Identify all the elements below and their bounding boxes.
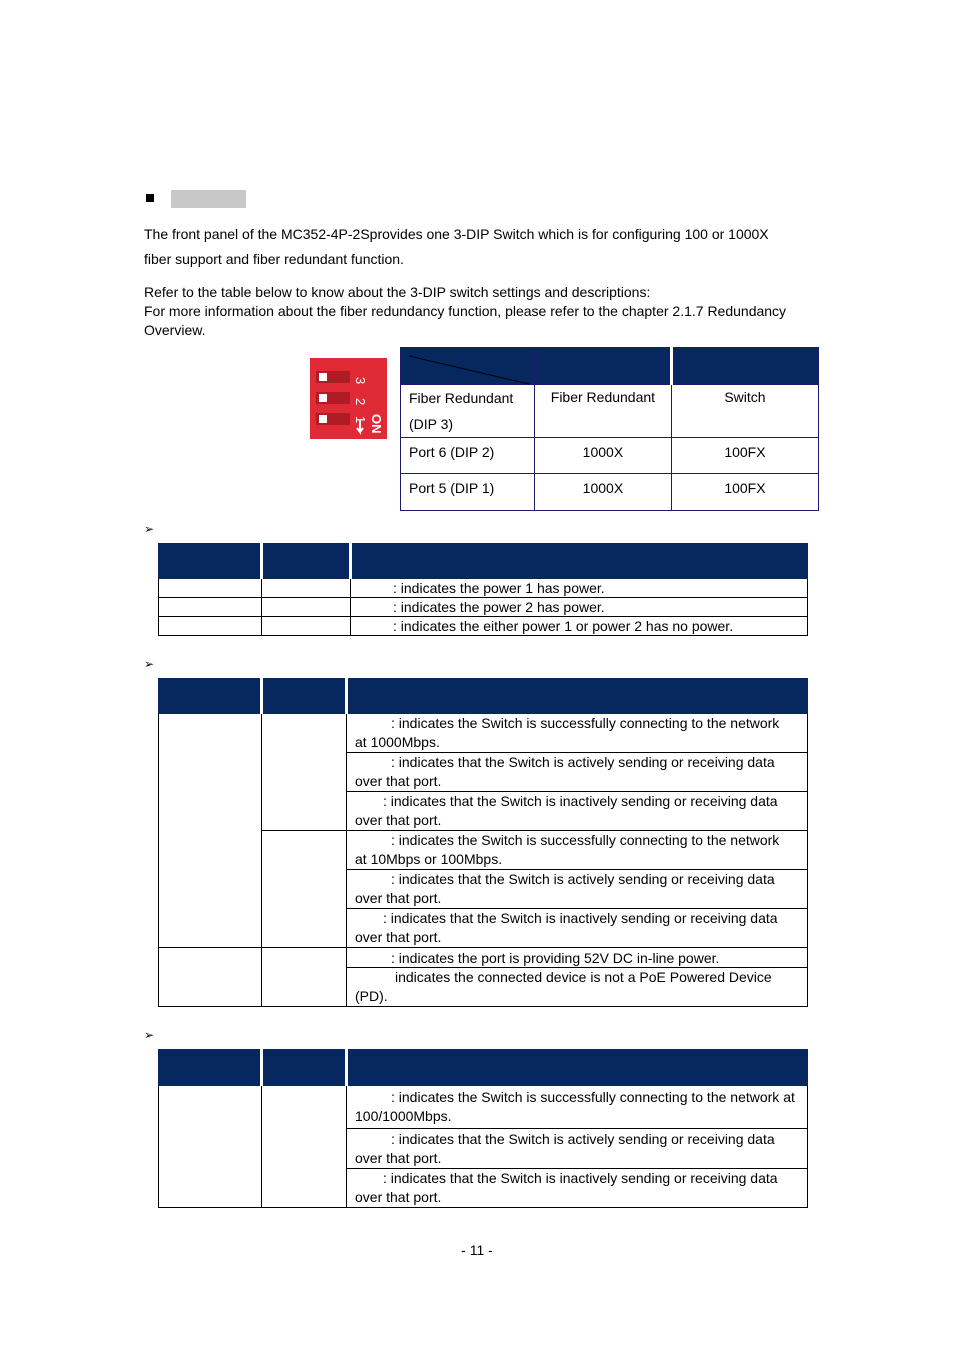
power-row-1-color [262,579,351,598]
fiber-row-3-desc-a: : indicates that the Switch is inactively sending or receiving data [383,1170,778,1186]
dip-switch-image [310,358,387,439]
fiber-led-table [158,1049,808,1208]
port-row-5-desc [347,870,808,909]
power-row-1 [159,579,808,598]
fiber-row-2-desc [347,1129,808,1169]
port-led-cell-poe [159,948,262,1007]
fiber-row-3-desc-b: over that port. [355,1189,442,1205]
fiber-row-1-desc-a: : indicates the Switch is successfully connecting to the network at [391,1089,795,1105]
port-header-function [347,679,808,714]
port-row-6-desc-a: : indicates that the Switch is inactively sending or receiving data [383,910,778,926]
dip-label-2: 2 [353,398,368,406]
port-row-2-desc-a: : indicates that the Switch is actively sending or receiving data [391,754,775,770]
power-row-3-desc: : indicates the either power 1 or power 2 has no power. [351,617,808,636]
dip-row-3-on: Fiber Redundant [534,385,671,438]
fiber-row-1-desc [347,1086,808,1129]
port-table-header [159,679,808,714]
port-row-3-desc [347,792,808,831]
power-led-table [158,543,808,636]
port-row-1-desc-b: at 1000Mbps. [355,734,440,750]
dip-row-3-label [401,385,535,438]
power-header-color [262,544,351,579]
fiber-row-1-desc-b: 100/1000Mbps. [355,1108,452,1124]
fiber-section-arrow: ➢ [144,1028,155,1042]
fiber-table-header [159,1050,808,1086]
dip-row-1-label: Port 5 (DIP 1) [401,474,535,511]
intro-line-1: The front panel of the MC352-4P-2Sprovides one 3-DIP Switch which is for configuring 100 or 1000X [144,226,769,242]
intro-paragraph-1 [144,222,824,272]
dip-row-2-on: 1000X [534,438,671,474]
power-header-function [351,544,808,579]
dip-label-3: 3 [353,377,368,385]
fiber-header-function [347,1050,808,1086]
fiber-header-color [262,1050,347,1086]
port-row-3-desc-a: : indicates that the Switch is inactively sending or receiving data [383,793,778,809]
fiber-row-2-desc-a: : indicates that the Switch is actively sending or receiving data [391,1130,775,1147]
intro-line-5: Overview. [144,322,206,338]
fiber-row-3-desc [347,1169,808,1208]
diagonal-line [401,348,536,386]
dip-table-header [401,348,819,385]
dip-label-1: 1 [353,416,368,424]
power-row-1-desc: : indicates the power 1 has power. [351,579,808,598]
port-row-1-desc [347,714,808,753]
power-row-3-color [262,617,351,636]
power-section-arrow: ➢ [144,522,155,536]
port-led-table [158,678,808,1007]
port-row-3-desc-b: over that port. [355,812,442,828]
fiber-color-cell [262,1086,347,1208]
dip-row-2-off: 100FX [671,438,818,474]
intro-line-2: fiber support and fiber redundant function. [144,251,404,267]
port-row-5-desc-a: : indicates that the Switch is actively sending or receiving data [391,871,775,887]
power-row-2 [159,598,808,617]
power-header-led [159,544,262,579]
dip-row-3 [401,385,819,438]
port-color-cell-green [262,714,347,831]
port-led-cell-lnk [159,714,262,948]
port-row-1-desc-a: : indicates the Switch is successfully connecting to the network [391,715,780,731]
intro-line-4: For more information about the fiber redundancy function, please refer to the chapter 2.1.7 Redundancy [144,303,787,319]
page-number: - 11 - [461,1242,493,1258]
port-row-7-desc: : indicates the port is providing 52V DC in-line power. [347,948,808,968]
port-row-8-desc-a: indicates the connected device is not a PoE Powered Device [395,969,772,985]
port-row-6-desc [347,909,808,948]
power-table-header [159,544,808,579]
power-row-3 [159,617,808,636]
port-row-2-desc [347,753,808,792]
port-row-4-desc-a: : indicates the Switch is successfully connecting to the network [391,832,780,848]
fiber-row-1 [159,1086,808,1129]
dip-row-2 [401,438,819,474]
intro-line-3: Refer to the table below to know about the 3-DIP switch settings and descriptions: [144,284,651,300]
port-header-color [262,679,347,714]
dip-settings-table [400,347,819,511]
power-row-1-led [159,579,262,598]
dip-header-cell-off [671,348,818,385]
port-row-1 [159,714,808,753]
port-color-cell-poe [262,948,347,1007]
fiber-row-2-desc-b: over that port. [355,1149,442,1166]
port-row-8-desc-b: (PD). [355,988,388,1004]
port-row-6-desc-b: over that port. [355,929,442,945]
dip-row-3-off: Switch [671,385,818,438]
fiber-header-led [159,1050,262,1086]
port-section-arrow: ➢ [144,657,155,671]
dip-row-3-label-b: (DIP 3) [409,416,454,432]
section-heading-redacted [171,190,246,208]
port-row-4-desc-b: at 10Mbps or 100Mbps. [355,851,503,867]
port-row-7 [159,948,808,968]
intro-paragraph-2 [144,283,824,340]
port-row-8-desc [347,968,808,1007]
port-header-led [159,679,262,714]
power-row-2-color [262,598,351,617]
power-row-2-desc: : indicates the power 2 has power. [351,598,808,617]
dip-row-1 [401,474,819,511]
dip-row-1-on: 1000X [534,474,671,511]
dip-header-cell-on [534,348,671,385]
port-row-5-desc-b: over that port. [355,890,442,906]
dip-row-1-off: 100FX [671,474,818,511]
port-color-cell-orange [262,831,347,948]
dip-label-on: ON [369,414,384,434]
power-row-3-led [159,617,262,636]
port-row-4-desc [347,831,808,870]
dip-header-cell-diagonal [401,348,535,385]
dip-row-2-label: Port 6 (DIP 2) [401,438,535,474]
dip-row-3-label-a: Fiber Redundant [409,390,514,406]
section-bullet [146,194,154,202]
power-row-2-led [159,598,262,617]
fiber-led-cell [159,1086,262,1208]
port-row-2-desc-b: over that port. [355,773,442,789]
